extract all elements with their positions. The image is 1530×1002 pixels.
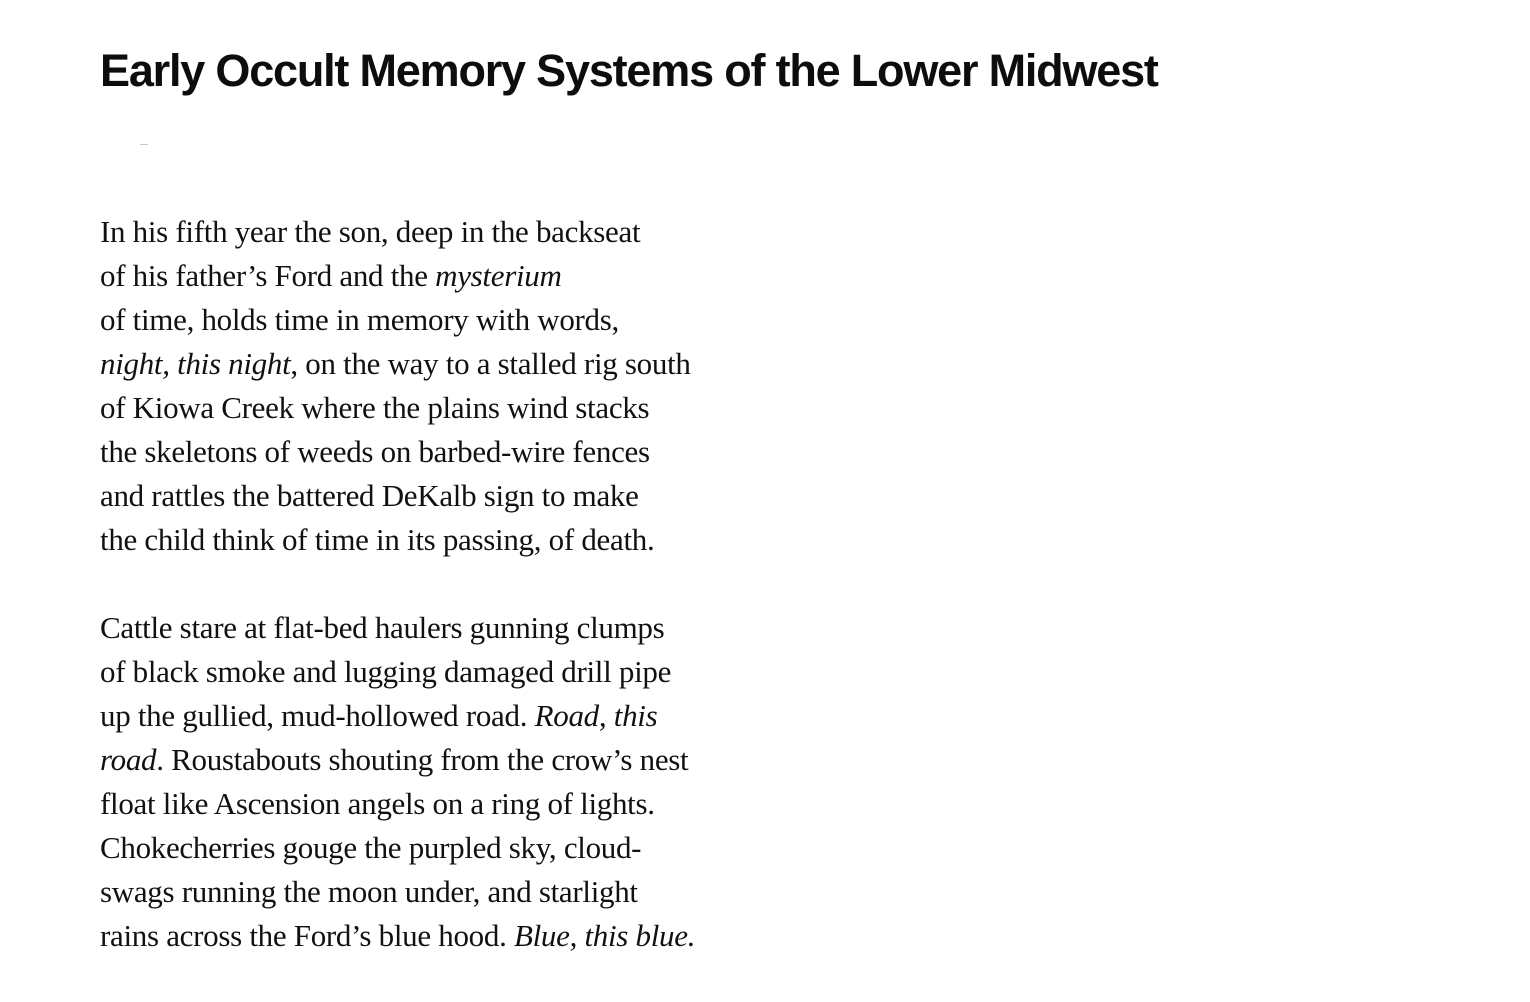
poem-line: the child think of time in its passing, of death.	[100, 522, 655, 557]
article	[100, 0, 1480, 953]
poem-line: the skeletons of weeds on barbed-wire fences	[100, 434, 650, 469]
poem-line: Cattle stare at flat-bed haulers gunning clumps	[100, 610, 665, 645]
divider-mark	[140, 144, 148, 145]
poem-line: of black smoke and lugging damaged drill pipe	[100, 654, 672, 689]
poem-line: road. Roustabouts shouting from the crow’s nest	[100, 742, 689, 777]
poem-line: up the gullied, mud-hollowed road. Road, this	[100, 698, 658, 733]
poem-line: In his fifth year the son, deep in the backseat	[100, 214, 641, 249]
poem-line: of time, holds time in memory with words,	[100, 302, 619, 337]
poem-line: of his father’s Ford and the mysterium	[100, 258, 562, 293]
stanza-1	[100, 210, 695, 562]
poem-line: float like Ascension angels on a ring of lights.	[100, 786, 655, 821]
poem-line: night, this night, on the way to a stalled rig south	[100, 346, 691, 381]
poem-line: rains across the Ford’s blue hood. Blue, this blue.	[100, 918, 696, 953]
poem-line: swags running the moon under, and starlight	[100, 874, 638, 909]
poem-line: Chokecherries gouge the purpled sky, cloud-	[100, 830, 642, 865]
poem-line: and rattles the battered DeKalb sign to make	[100, 478, 639, 513]
page-title: Early Occult Memory Systems of the Lower Midwest	[100, 45, 1158, 96]
poem-body	[100, 210, 695, 1002]
poem-line: of Kiowa Creek where the plains wind stacks	[100, 390, 650, 425]
stanza-2	[100, 606, 695, 958]
